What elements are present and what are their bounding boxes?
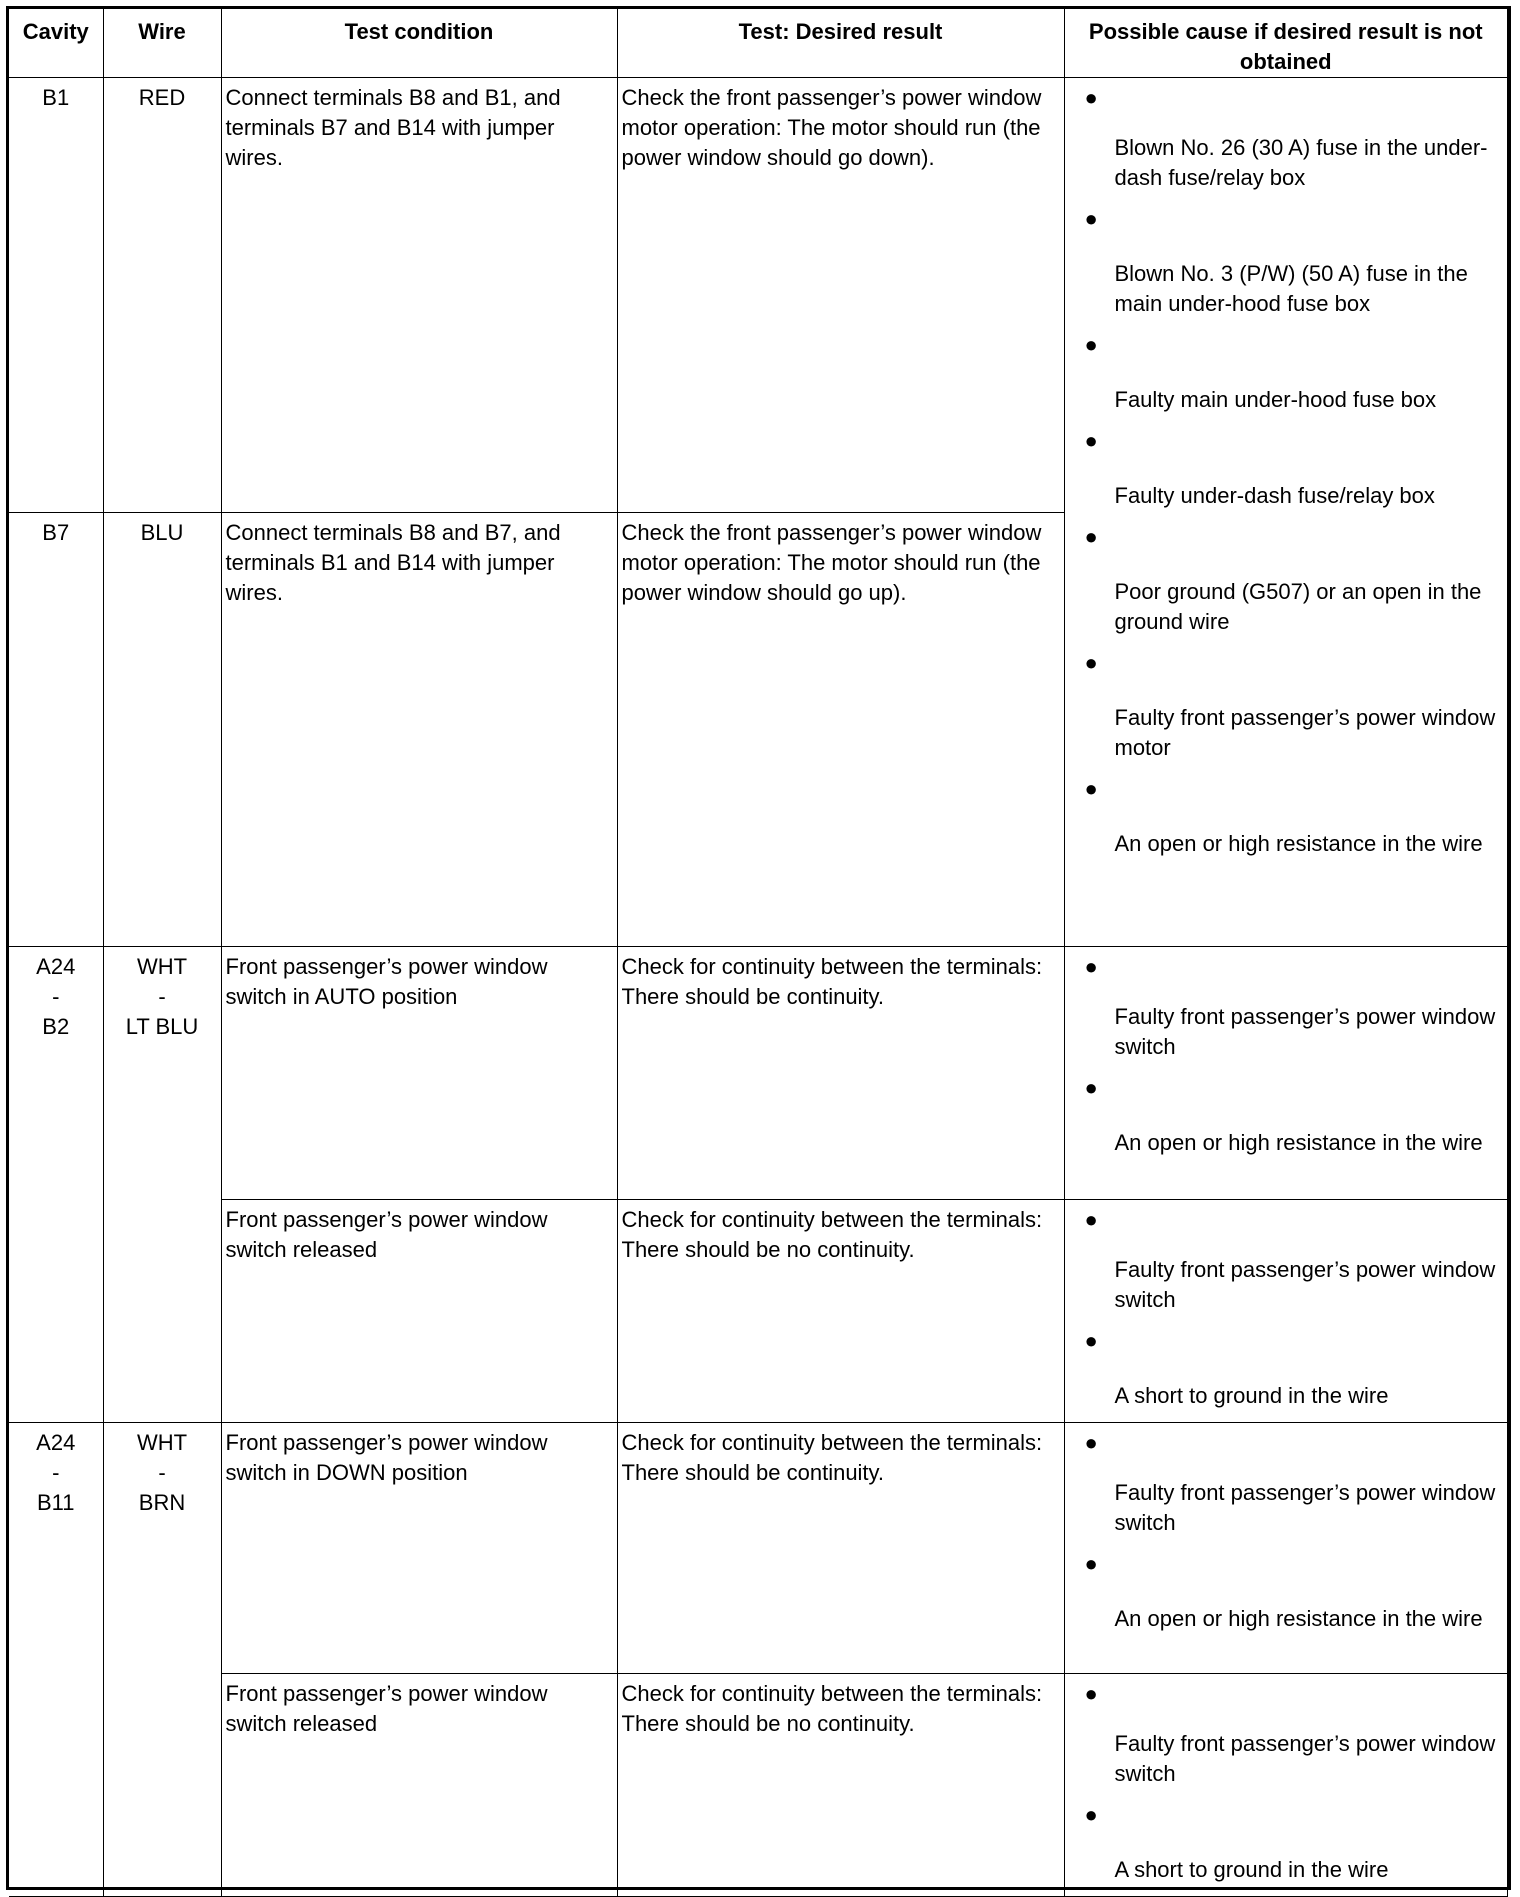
cavity-line: - — [52, 1460, 60, 1485]
wire-line: WHT — [136, 954, 188, 979]
cause-text: Faulty front passenger’s power window motor — [1114, 705, 1496, 760]
possible-causes-cell — [1064, 78, 1508, 947]
cause-item — [1065, 1423, 1508, 1544]
bullet-icon: ● — [1084, 1802, 1098, 1827]
test-condition-cell: Front passenger’s power window switch released — [221, 1674, 617, 1897]
bullet-icon: ● — [1084, 332, 1098, 357]
cause-text: An open or high resistance in the wire — [1114, 1130, 1483, 1155]
cavity-line: A24 — [36, 1430, 76, 1455]
cavity-line: A24 — [36, 954, 76, 979]
inspection-table — [9, 9, 1508, 1897]
cause-item — [1065, 517, 1508, 643]
cavity-cell — [9, 513, 103, 947]
cause-item — [1065, 1068, 1508, 1164]
cause-text: Faulty front passenger’s power window switch — [1114, 1480, 1496, 1535]
cause-item — [1065, 78, 1508, 199]
test-condition-cell: Connect terminals B8 and B7, and terminals B1 and B14 with jumper wires. — [221, 513, 617, 947]
wire-line: BRN — [138, 1490, 186, 1515]
wire-cell — [103, 1423, 221, 1897]
wire-line: - — [158, 1460, 166, 1485]
cause-item — [1065, 1544, 1508, 1640]
cavity-line: B7 — [42, 520, 70, 545]
bullet-icon: ● — [1084, 1075, 1098, 1100]
bullet-icon: ● — [1084, 954, 1098, 979]
possible-causes-cell — [1064, 1200, 1508, 1423]
bullet-icon: ● — [1084, 206, 1098, 231]
wire-line: - — [158, 984, 166, 1009]
cause-text: Poor ground (G507) or an open in the ground wire — [1114, 579, 1482, 634]
cause-item — [1065, 1795, 1508, 1891]
cause-item — [1065, 325, 1508, 421]
cause-text: An open or high resistance in the wire — [1114, 831, 1483, 856]
test-condition-cell: Front passenger’s power window switch in AUTO position — [221, 947, 617, 1200]
table-row — [9, 1200, 1508, 1423]
bullet-icon: ● — [1084, 428, 1098, 453]
bullet-icon: ● — [1084, 776, 1098, 801]
cause-text: Faulty front passenger’s power window switch — [1114, 1004, 1496, 1059]
cause-item — [1065, 1674, 1508, 1795]
cavity-line: B11 — [36, 1490, 75, 1515]
bullet-icon: ● — [1084, 650, 1098, 675]
header-desired-result: Test: Desired result — [617, 9, 1064, 78]
cause-item — [1065, 769, 1508, 865]
test-condition-cell: Front passenger’s power window switch in DOWN position — [221, 1423, 617, 1674]
cause-text: An open or high resistance in the wire — [1114, 1606, 1483, 1631]
cause-item — [1065, 947, 1508, 1068]
cause-text: A short to ground in the wire — [1114, 1383, 1389, 1408]
cause-item — [1065, 199, 1508, 325]
table-row — [9, 1674, 1508, 1897]
cavity-line: B1 — [42, 85, 70, 110]
inspection-table-container — [6, 6, 1511, 1890]
bullet-icon: ● — [1084, 524, 1098, 549]
wire-line: LT BLU — [125, 1014, 199, 1039]
test-condition-cell: Connect terminals B8 and B1, and terminals B7 and B14 with jumper wires. — [221, 78, 617, 513]
bullet-icon: ● — [1084, 1681, 1098, 1706]
header-wire: Wire — [103, 9, 221, 78]
wire-cell — [103, 513, 221, 947]
bullet-icon: ● — [1084, 1207, 1098, 1232]
table-row — [9, 1423, 1508, 1674]
header-possible-cause: Possible cause if desired result is not obtained — [1064, 9, 1508, 78]
cause-item — [1065, 421, 1508, 517]
bullet-icon: ● — [1084, 85, 1098, 110]
wire-line: RED — [138, 85, 186, 110]
possible-causes-cell — [1064, 947, 1508, 1200]
desired-result-cell: Check for continuity between the terminals: There should be continuity. — [617, 1423, 1064, 1674]
cause-item — [1065, 1200, 1508, 1321]
bullet-icon: ● — [1084, 1551, 1098, 1576]
cavity-cell — [9, 947, 103, 1423]
wire-cell — [103, 947, 221, 1423]
desired-result-cell: Check for continuity between the terminals: There should be continuity. — [617, 947, 1064, 1200]
wire-line: BLU — [140, 520, 184, 545]
desired-result-cell: Check the front passenger’s power window motor operation: The motor should run (the power window should go up). — [617, 513, 1064, 947]
header-row — [9, 9, 1508, 78]
cause-text: Faulty front passenger’s power window switch — [1114, 1731, 1496, 1786]
header-test-condition: Test condition — [221, 9, 617, 78]
cavity-line: - — [52, 984, 60, 1009]
cause-text: Faulty main under-hood fuse box — [1114, 387, 1437, 412]
cause-text: Faulty front passenger’s power window switch — [1114, 1257, 1496, 1312]
desired-result-cell: Check for continuity between the terminals: There should be no continuity. — [617, 1674, 1064, 1897]
header-cavity: Cavity — [9, 9, 103, 78]
wire-cell — [103, 78, 221, 513]
desired-result-cell: Check for continuity between the terminals: There should be no continuity. — [617, 1200, 1064, 1423]
test-condition-cell: Front passenger’s power window switch released — [221, 1200, 617, 1423]
cavity-cell — [9, 78, 103, 513]
cavity-line: B2 — [42, 1014, 70, 1039]
possible-causes-cell — [1064, 1674, 1508, 1897]
table-row — [9, 78, 1508, 513]
cause-text: A short to ground in the wire — [1114, 1857, 1389, 1882]
cause-text: Faulty under-dash fuse/relay box — [1114, 483, 1435, 508]
possible-causes-cell — [1064, 1423, 1508, 1674]
cause-text: Blown No. 26 (30 A) fuse in the under-dash fuse/relay box — [1114, 135, 1488, 190]
wire-line: WHT — [136, 1430, 188, 1455]
bullet-icon: ● — [1084, 1328, 1098, 1353]
desired-result-cell: Check the front passenger’s power window motor operation: The motor should run (the power window should go down). — [617, 78, 1064, 513]
cause-text: Blown No. 3 (P/W) (50 A) fuse in the main under-hood fuse box — [1114, 261, 1468, 316]
cause-item — [1065, 643, 1508, 769]
cavity-cell — [9, 1423, 103, 1897]
cause-item — [1065, 1321, 1508, 1417]
bullet-icon: ● — [1084, 1430, 1098, 1455]
table-row — [9, 947, 1508, 1200]
